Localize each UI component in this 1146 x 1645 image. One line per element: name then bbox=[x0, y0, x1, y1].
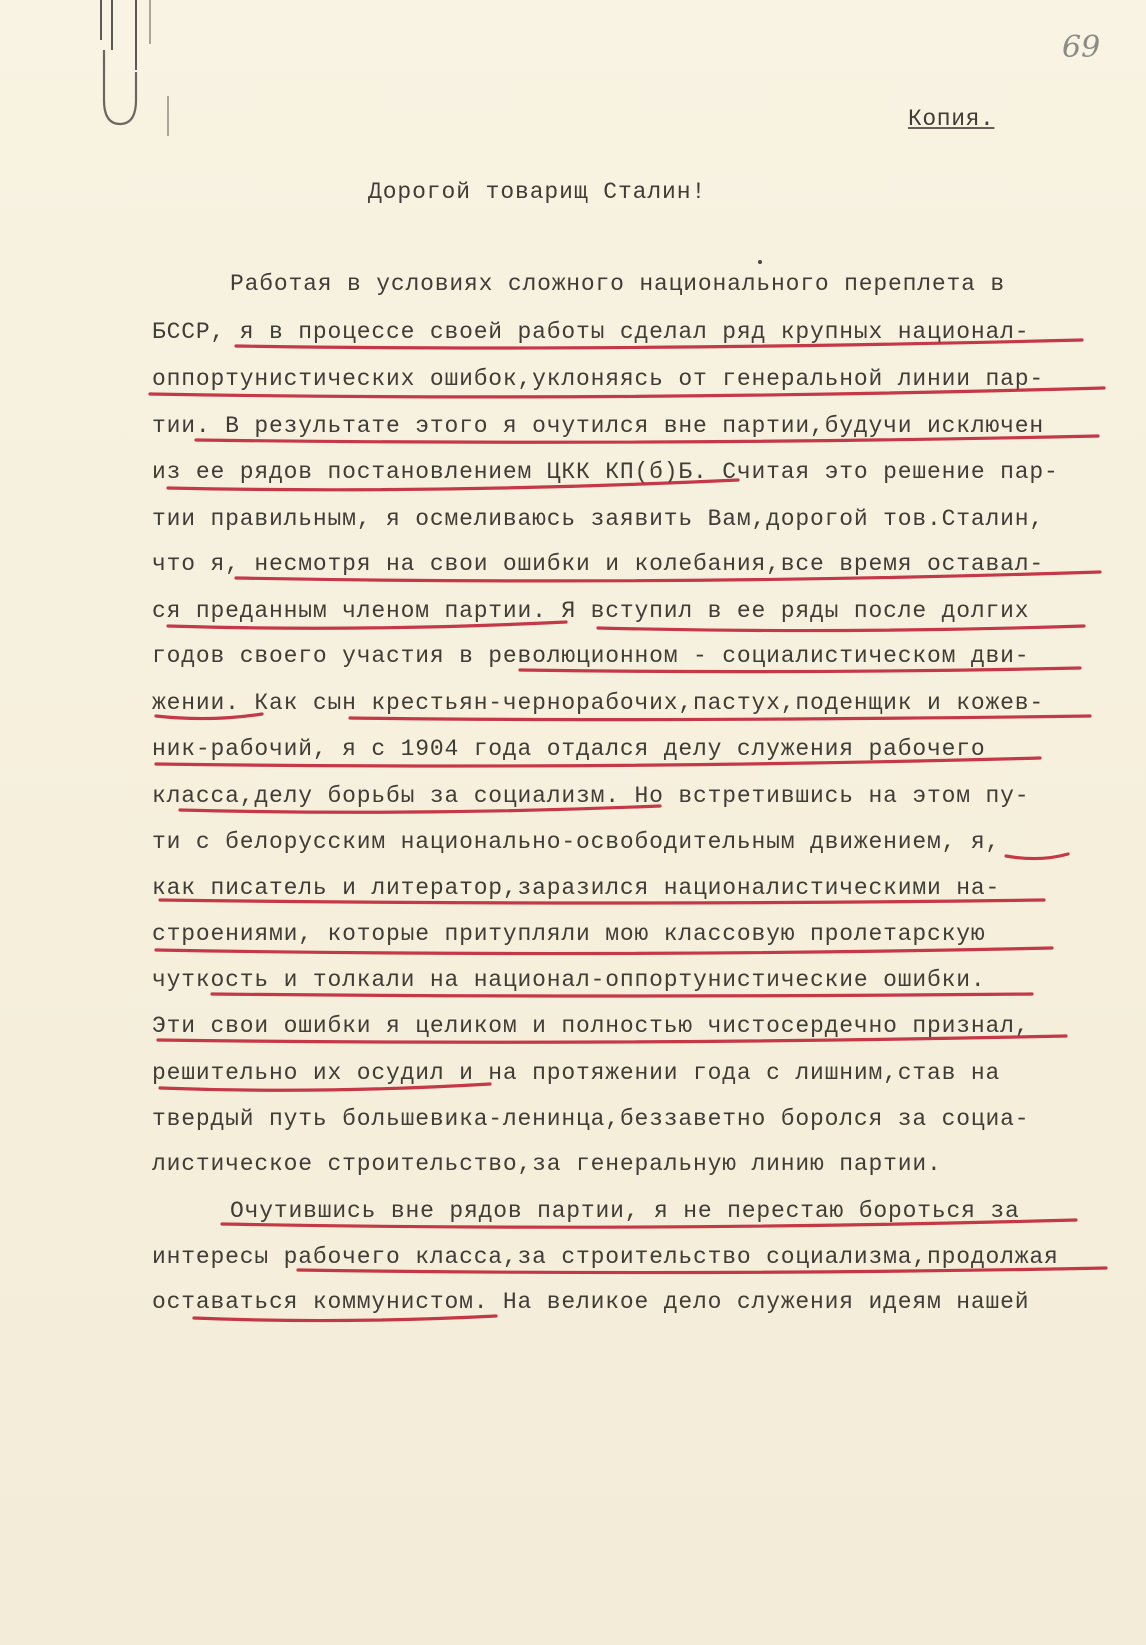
text-line: ти с белорусским национально-освободительным движением, я, bbox=[152, 829, 1001, 855]
text-line: как писатель и литератор,заразился националистическими на- bbox=[152, 875, 1001, 901]
text-line: листическое строительство,за генеральную линию партии. bbox=[152, 1151, 942, 1177]
text-line: что я, несмотря на свои ошибки и колебания,все время оставал- bbox=[152, 551, 1044, 577]
text-line: класса,делу борьбы за социализм. Но встретившись на этом пу- bbox=[152, 783, 1030, 809]
text-line: тии. В результате этого я очутился вне партии,будучи исключен bbox=[152, 413, 1044, 439]
text-line: ник-рабочий, я с 1904 года отдался делу служения рабочего bbox=[152, 736, 986, 762]
text-line: Эти свои ошибки я целиком и полностью чистосердечно признал, bbox=[152, 1013, 1030, 1039]
text-line: из ее рядов постановлением ЦКК КП(б)Б. Считая это решение пар- bbox=[152, 459, 1059, 485]
text-line: жении. Как сын крестьян-чернорабочих,пастух,поденщик и кожев- bbox=[152, 690, 1044, 716]
salutation: Дорогой товарищ Сталин! bbox=[368, 179, 707, 205]
copy-label: Копия. bbox=[908, 106, 995, 132]
text-line: годов своего участия в революционном - социалистическом дви- bbox=[152, 643, 1030, 669]
text-line: чуткость и толкали на национал-оппортунистические ошибки. bbox=[152, 967, 986, 993]
text-line: Очутившись вне рядов партии, я не перестаю бороться за bbox=[230, 1198, 1020, 1224]
text-line: интересы рабочего класса,за строительство социализма,продолжая bbox=[152, 1244, 1059, 1270]
text-line: Работая в условиях сложного национального переплета в bbox=[230, 271, 1005, 297]
text-line: решительно их осудил и на протяжении года с лишним,став на bbox=[152, 1060, 1001, 1086]
text-line: оппортунистических ошибок,уклоняясь от генеральной линии пар- bbox=[152, 366, 1044, 392]
page-number: 69 bbox=[1062, 30, 1101, 65]
text-line: оставаться коммунистом. На великое дело служения идеям нашей bbox=[152, 1289, 1030, 1315]
text-line: БССР, я в процессе своей работы сделал ряд крупных национал- bbox=[152, 319, 1030, 345]
text-line: ся преданным членом партии. Я вступил в ее ряды после долгих bbox=[152, 598, 1030, 624]
text-line: тии правильным, я осмеливаюсь заявить Вам,дорогой тов.Сталин, bbox=[152, 506, 1044, 532]
binding-marks bbox=[0, 0, 200, 140]
ink-dot bbox=[758, 260, 762, 264]
text-line: строениями, которые притупляли мою классовую пролетарскую bbox=[152, 921, 986, 947]
text-line: твердый путь большевика-ленинца,беззаветно боролся за социа- bbox=[152, 1106, 1030, 1132]
